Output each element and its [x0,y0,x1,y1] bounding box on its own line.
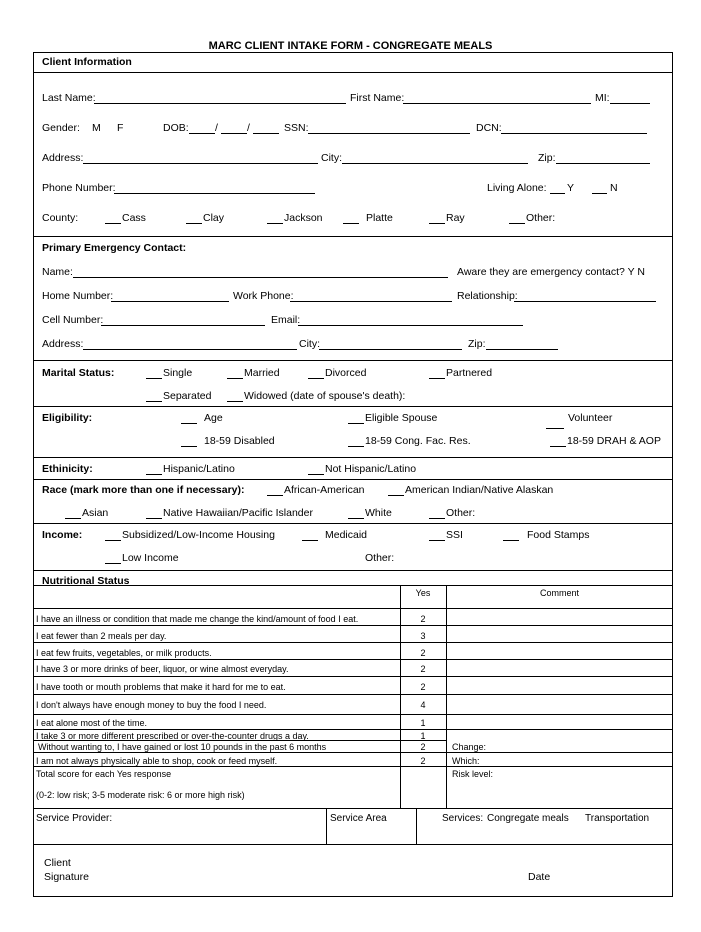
county-checkbox[interactable] [186,223,202,224]
services-label: Services: [442,813,484,824]
eligibility-heading: Eligibility: [42,412,93,424]
eligibility-spouse: Eligible Spouse [365,412,438,424]
marital-partnered: Partnered [446,367,493,379]
income-checkbox[interactable] [105,540,121,541]
client-info-heading: Client Information [42,56,132,68]
phone-label: Phone Number: [42,182,116,194]
divider [33,523,673,524]
gender-f[interactable]: F [117,122,124,134]
marital-separated: Separated [163,390,212,402]
race-checkbox[interactable] [348,518,364,519]
ec-work-field[interactable] [290,301,452,302]
living-alone-label: Living Alone: [487,182,547,194]
gender-label: Gender: [42,122,80,134]
race-checkbox[interactable] [429,518,445,519]
nutrition-col-comment: Comment [539,588,579,598]
divider [33,844,673,845]
nutrition-question: I have an illness or condition that made me change the kind/amount of food I eat. [36,614,359,624]
divider [33,406,673,407]
divider [33,72,673,73]
race-checkbox[interactable] [267,495,283,496]
service-area-label: Service Area [330,813,387,824]
county-ray: Ray [446,212,465,224]
nutrition-question: I am not always physically able to shop, cook or feed myself. [36,756,278,766]
mi-label: MI: [595,92,610,104]
eligibility-cong: 18-59 Cong. Fac. Res. [365,435,471,447]
nutrition-heading: Nutritional Status [42,575,130,587]
ec-name-field[interactable] [73,277,448,278]
dob-sep: / [215,122,218,134]
emergency-heading: Primary Emergency Contact: [42,242,187,254]
marital-divorced: Divorced [325,367,367,379]
ec-relationship-field[interactable] [514,301,656,302]
race-white: White [365,507,392,519]
ec-address-field[interactable] [83,349,297,350]
marital-checkbox[interactable] [146,378,162,379]
county-platte: Platte [366,212,393,224]
phone-field[interactable] [114,193,315,194]
eligibility-checkbox[interactable] [546,428,564,429]
nutrition-score[interactable]: 2 [420,648,426,658]
table-column-divider [446,585,447,808]
ethnicity-checkbox[interactable] [146,474,162,475]
ec-email-field[interactable] [298,325,523,326]
table-row-divider [33,659,673,660]
race-indian: American Indian/Native Alaskan [405,484,554,496]
income-ssi: SSI [446,529,463,541]
ssn-label: SSN: [284,122,309,134]
eligibility-checkbox[interactable] [550,446,566,447]
nutrition-question: I eat alone most of the time. [36,718,148,728]
last-name-field[interactable] [94,103,346,104]
nutrition-score[interactable]: 3 [420,631,426,641]
ec-city-field[interactable] [319,349,462,350]
mi-field[interactable] [610,103,650,104]
nutrition-question: I take 3 or more different prescribed or over-the-counter drugs a day. [36,731,309,741]
income-checkbox[interactable] [429,540,445,541]
income-food: Food Stamps [527,529,590,541]
ec-cell-field[interactable] [101,325,265,326]
living-alone-n-field[interactable] [592,193,607,194]
nutrition-score[interactable]: 2 [420,742,426,752]
nutrition-comment[interactable]: Change: [452,742,487,752]
eligibility-checkbox[interactable] [348,423,364,424]
nutrition-score[interactable]: 1 [420,718,426,728]
eligibility-volunteer: Volunteer [568,412,613,424]
nutrition-question: I have 3 or more drinks of beer, liquor, or wine almost everyday. [36,664,289,674]
divider [33,457,673,458]
county-clay: Clay [203,212,225,224]
nutrition-question: Without wanting to, I have gained or lost 10 pounds in the past 6 months [38,742,327,752]
address-field[interactable] [83,163,318,164]
ec-aware-label: Aware they are emergency contact? Y N [457,266,645,278]
nutrition-score[interactable]: 2 [420,664,426,674]
race-african: African-American [284,484,365,496]
nutrition-question: I have tooth or mouth problems that make it hard for me to eat. [36,682,286,692]
divider [33,360,673,361]
city-label: City: [321,152,342,164]
race-checkbox[interactable] [146,518,162,519]
living-alone-y: Y [567,182,575,194]
ec-home-field[interactable] [111,301,229,302]
marital-widowed: Widowed (date of spouse's death): [244,390,406,402]
table-row-divider [33,752,673,753]
nutrition-score[interactable]: 2 [420,756,426,766]
dob-month-field[interactable] [189,133,215,134]
service-congregate[interactable]: Congregate meals [487,813,569,824]
eligibility-disabled: 18-59 Disabled [204,435,275,447]
marital-checkbox[interactable] [227,401,243,402]
nutrition-score[interactable]: 1 [420,731,426,741]
column-divider [326,808,327,844]
ethnicity-heading: Ethinicity: [42,463,93,475]
divider [33,236,673,237]
race-checkbox[interactable] [388,495,404,496]
column-divider [416,808,417,844]
county-checkbox[interactable] [105,223,121,224]
client-label: Client [44,857,71,869]
table-row-divider [33,608,673,609]
signature-label: Signature [44,871,89,883]
income-checkbox[interactable] [503,540,519,541]
divider [33,479,673,480]
county-other: Other: [526,212,556,224]
divider [33,585,673,586]
dob-year-field[interactable] [253,133,279,134]
race-heading: Race (mark more than one if necessary): [42,484,245,496]
divider [33,570,673,571]
eligibility-checkbox[interactable] [181,423,197,424]
table-row-divider [33,766,673,767]
service-transportation[interactable]: Transportation [585,813,650,824]
nutrition-score[interactable]: 4 [420,700,426,710]
ec-city-label: City: [299,338,320,350]
ethnicity-not-hispanic: Not Hispanic/Latino [325,463,417,475]
county-checkbox[interactable] [509,223,525,224]
marital-single: Single [163,367,193,379]
county-checkbox[interactable] [343,223,359,224]
ec-email-label: Email: [271,314,301,326]
nutrition-comment[interactable]: Which: [452,756,480,766]
zip-field[interactable] [556,163,650,164]
county-cass: Cass [122,212,146,224]
county-label: County: [42,212,79,224]
dob-day-field[interactable] [221,133,247,134]
living-alone-y-field[interactable] [550,193,565,194]
nutrition-col-yes: Yes [415,588,431,598]
dcn-label: DCN: [476,122,502,134]
table-row-divider [33,676,673,677]
ssn-field[interactable] [308,133,470,134]
table-row-divider [33,714,673,715]
marital-checkbox[interactable] [146,401,162,402]
gender-m[interactable]: M [92,122,101,134]
zip-label: Zip: [538,152,556,164]
marital-heading: Marital Status: [42,367,115,379]
eligibility-checkbox[interactable] [181,446,197,447]
eligibility-checkbox[interactable] [348,446,364,447]
income-medicaid: Medicaid [325,529,368,541]
table-row-divider [33,694,673,695]
dcn-field[interactable] [501,133,647,134]
nutrition-question: I eat fewer than 2 meals per day. [36,631,167,641]
race-other: Other: [446,507,476,519]
income-checkbox[interactable] [105,563,121,564]
date-label: Date [528,871,551,883]
nutrition-risk-scale: (0-2: low risk; 3-5 moderate risk: 6 or more high risk) [36,790,245,800]
race-asian: Asian [82,507,109,519]
page-title: MARC CLIENT INTAKE FORM - CONGREGATE MEALS [208,40,493,52]
divider [33,808,673,809]
ec-zip-field[interactable] [486,349,558,350]
address-label: Address: [42,152,84,164]
income-other: Other: [365,552,395,564]
county-checkbox[interactable] [429,223,445,224]
nutrition-total-label: Total score for each Yes response [36,769,172,779]
living-alone-n: N [610,182,618,194]
nutrition-score[interactable]: 2 [420,682,426,692]
first-name-label: First Name: [350,92,405,104]
marital-married: Married [244,367,280,379]
nutrition-question: I eat few fruits, vegetables, or milk products. [36,648,212,658]
ec-name-label: Name: [42,266,73,278]
race-checkbox[interactable] [65,518,81,519]
nutrition-risk-level[interactable]: Risk level: [452,769,494,779]
marital-checkbox[interactable] [429,378,445,379]
marital-checkbox[interactable] [227,378,243,379]
nutrition-score[interactable]: 2 [420,614,426,624]
marital-checkbox[interactable] [308,378,324,379]
ec-cell-label: Cell Number: [42,314,104,326]
ec-zip-label: Zip: [468,338,486,350]
eligibility-drah: 18-59 DRAH & AOP [567,435,661,447]
eligibility-age: Age [204,412,223,424]
ethnicity-hispanic: Hispanic/Latino [163,463,235,475]
nutrition-question: I don't always have enough money to buy the food I need. [36,700,267,710]
ec-relationship-label: Relationship: [457,290,518,302]
ec-address-label: Address: [42,338,84,350]
table-row-divider [33,642,673,643]
table-row-divider [33,625,673,626]
income-subsidized: Subsidized/Low-Income Housing [122,529,275,541]
income-checkbox[interactable] [302,540,318,541]
county-checkbox[interactable] [267,223,283,224]
income-heading: Income: [42,529,83,541]
service-provider-label: Service Provider: [36,813,113,824]
county-jackson: Jackson [284,212,323,224]
ethnicity-checkbox[interactable] [308,474,324,475]
income-low: Low Income [122,552,179,564]
first-name-field[interactable] [403,103,591,104]
dob-sep: / [247,122,250,134]
ec-work-label: Work Phone: [233,290,294,302]
ec-home-label: Home Number: [42,290,114,302]
race-hawaiian: Native Hawaiian/Pacific Islander [163,507,313,519]
city-field[interactable] [342,163,528,164]
last-name-label: Last Name: [42,92,96,104]
dob-label: DOB: [163,122,189,134]
